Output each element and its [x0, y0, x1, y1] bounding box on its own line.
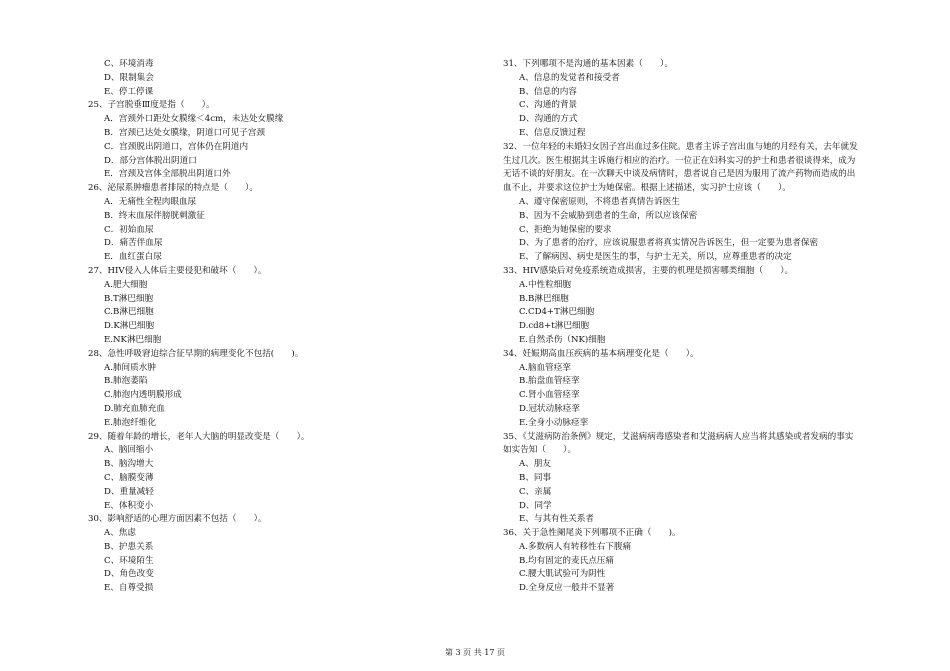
- answer-option: D、重量减轻: [104, 486, 154, 497]
- answer-option: A.多数病人有转移性右下腹痛: [519, 541, 632, 552]
- answer-option: C、亲属: [519, 486, 552, 497]
- answer-option: D.全身反应一般并不显著: [519, 583, 615, 594]
- answer-option: D、同学: [519, 500, 552, 511]
- question-text: 血不止，并要求这位护士为她保密。根据上述描述，实习护士应该（ ）。: [503, 183, 791, 194]
- answer-option: E、与其有性关系者: [519, 514, 595, 525]
- answer-option: A．无痛性全程肉眼血尿: [104, 196, 197, 207]
- question-text: 34、妊娠期高血压疾病的基本病理变化是（ ）。: [503, 348, 699, 359]
- answer-option: B.均有固定的麦氏点压痛: [519, 555, 614, 566]
- answer-option: E．血红蛋白尿: [104, 252, 162, 263]
- answer-option: A.肥大细胞: [104, 279, 148, 290]
- answer-option: C、脑膜变薄: [104, 472, 154, 483]
- answer-option: C.B淋巴细胞: [104, 307, 154, 318]
- answer-option: D.肺充血肺充血: [104, 403, 165, 414]
- answer-option: C.腰大肌试验可为阴性: [519, 569, 606, 580]
- question-text: 35、《艾滋病防治条例》规定，艾滋病病毒感染者和艾滋病病人应当将其感染或者发病的事实: [503, 431, 854, 442]
- answer-option: E.全身小动脉痉挛: [519, 417, 589, 428]
- answer-option: D、角色改变: [104, 569, 154, 580]
- answer-option: A、遵守保密原则，不将患者真情告诉医生: [519, 196, 680, 207]
- answer-option: D.cd8+t淋巴细胞: [519, 321, 590, 332]
- answer-option: D.K淋巴细胞: [104, 321, 155, 332]
- answer-option: D.冠状动脉痉挛: [519, 403, 580, 414]
- answer-option: A、焦虑: [104, 528, 136, 539]
- answer-option: D、为了患者的治疗，应该说服患者将真实情况告诉医生，但一定要为患者保密: [519, 238, 819, 249]
- answer-option: A.中性粒细胞: [519, 279, 571, 290]
- answer-option: E．宫颈及宫体全部脱出阴道口外: [104, 169, 231, 180]
- answer-option: D、沟通的方式: [519, 114, 578, 125]
- answer-option: E、了解病因、病史是医生的事，与护士无关，所以，应尊重患者的决定: [519, 252, 792, 263]
- answer-option: C、环境陌生: [104, 555, 154, 566]
- answer-option: B、脑沟增大: [104, 459, 154, 470]
- answer-option: A、信息的发觉者和接受者: [519, 72, 620, 83]
- question-text: 如实告知（ ）。: [503, 445, 577, 456]
- question-text: 29、随着年龄的增长，老年人大脑的明显改变是（ ）。: [88, 431, 310, 442]
- answer-option: A.脑血管痉挛: [519, 362, 571, 373]
- question-text: 26、泌尿系肿瘤患者排尿的特点是（ ）。: [88, 183, 258, 194]
- answer-option: C.肾小血管痉挛: [519, 390, 580, 401]
- answer-option: C．初始血尿: [104, 224, 154, 235]
- answer-option: C、环境消毒: [104, 59, 154, 69]
- answer-option: B、同事: [519, 472, 552, 483]
- question-text: 32、一位年轻的未婚妇女因子宫出血过多住院。患者主诉子宫出血与她的月经有关，去年就发: [503, 141, 858, 152]
- question-text: 25、子宫脱垂Ⅲ度是指（ ）。: [88, 100, 215, 111]
- answer-option: B、护患关系: [104, 541, 154, 552]
- answer-option: E、信息反馈过程: [519, 127, 586, 138]
- question-text: 36、关于急性阑尾炎下列哪项不正确（ )。: [503, 528, 681, 539]
- question-text: 生过几次。医生根据其主诉施行相应的治疗。一位正在妇科实习的护士和患者很谈得来，成为: [503, 155, 856, 166]
- answer-option: B、信息的内容: [519, 86, 577, 97]
- answer-option: C.肺泡内透明膜形成: [104, 390, 182, 401]
- question-text: 28、急性呼吸窘迫综合征早期的病理变化不包括( )。: [88, 348, 304, 359]
- answer-option: B．宫颈已达处女膜缘，阴道口可见子宫颈: [104, 127, 266, 138]
- answer-option: E、停工停课: [104, 86, 154, 97]
- answer-option: A、朋友: [519, 459, 551, 470]
- answer-option: A．宫颈外口距处女膜缘＜4cm，未达处女膜缘: [104, 114, 284, 125]
- answer-option: E.自然杀伤（NK)细胞: [519, 334, 606, 345]
- answer-option: C、拒绝为她保密的要求: [519, 224, 612, 235]
- answer-option: A、脑回缩小: [104, 445, 154, 456]
- answer-option: C、沟通的背景: [519, 100, 578, 111]
- answer-option: B.肺泡萎陷: [104, 376, 148, 387]
- answer-option: E.肺泡纤维化: [104, 417, 156, 428]
- answer-option: D．痛苦伴血尿: [104, 238, 163, 249]
- answer-option: C.CD4+T淋巴细胞: [519, 307, 595, 318]
- answer-option: E.NK淋巴细胞: [104, 334, 162, 345]
- answer-option: A.肺间质水肿: [104, 362, 156, 373]
- answer-option: B．终末血尿伴膀胱刺激征: [104, 210, 205, 221]
- answer-option: B.胎盘血管痉挛: [519, 376, 580, 387]
- question-text: 33、HIV感染后对免疫系统造成损害，主要的机理是损害哪类细胞（ ）。: [503, 265, 794, 276]
- answer-option: B、因为不会威胁到患者的生命，所以应该保密: [519, 210, 698, 221]
- question-text: 27、HIV侵入人体后主要侵犯和破坏（ ）。: [88, 265, 267, 276]
- left-column: [88, 58, 513, 596]
- answer-option: E、自尊受损: [104, 583, 154, 594]
- answer-option: D、限制集会: [104, 72, 154, 83]
- answer-option: C．宫颈脱出阴道口，宫体仍在阴道内: [104, 141, 249, 152]
- answer-option: D．部分宫体脱出阴道口: [104, 155, 197, 166]
- answer-option: B.B淋巴细胞: [519, 293, 569, 304]
- question-text: 31、下列哪项不是沟通的基本因素（ ）。: [503, 59, 673, 69]
- question-text: 30、影响舒适的心理方面因素不包括（ ）。: [88, 514, 267, 525]
- right-column: [503, 58, 928, 596]
- answer-option: B.T淋巴细胞: [104, 293, 154, 304]
- page-footer: 第 3 页 共 17 页: [445, 648, 505, 657]
- question-text: 无话不谈的好朋友。在一次聊天中谈及病情时，患者说自己是因为服用了流产药物而造成的出: [503, 169, 856, 180]
- answer-option: E、体积变小: [104, 500, 154, 511]
